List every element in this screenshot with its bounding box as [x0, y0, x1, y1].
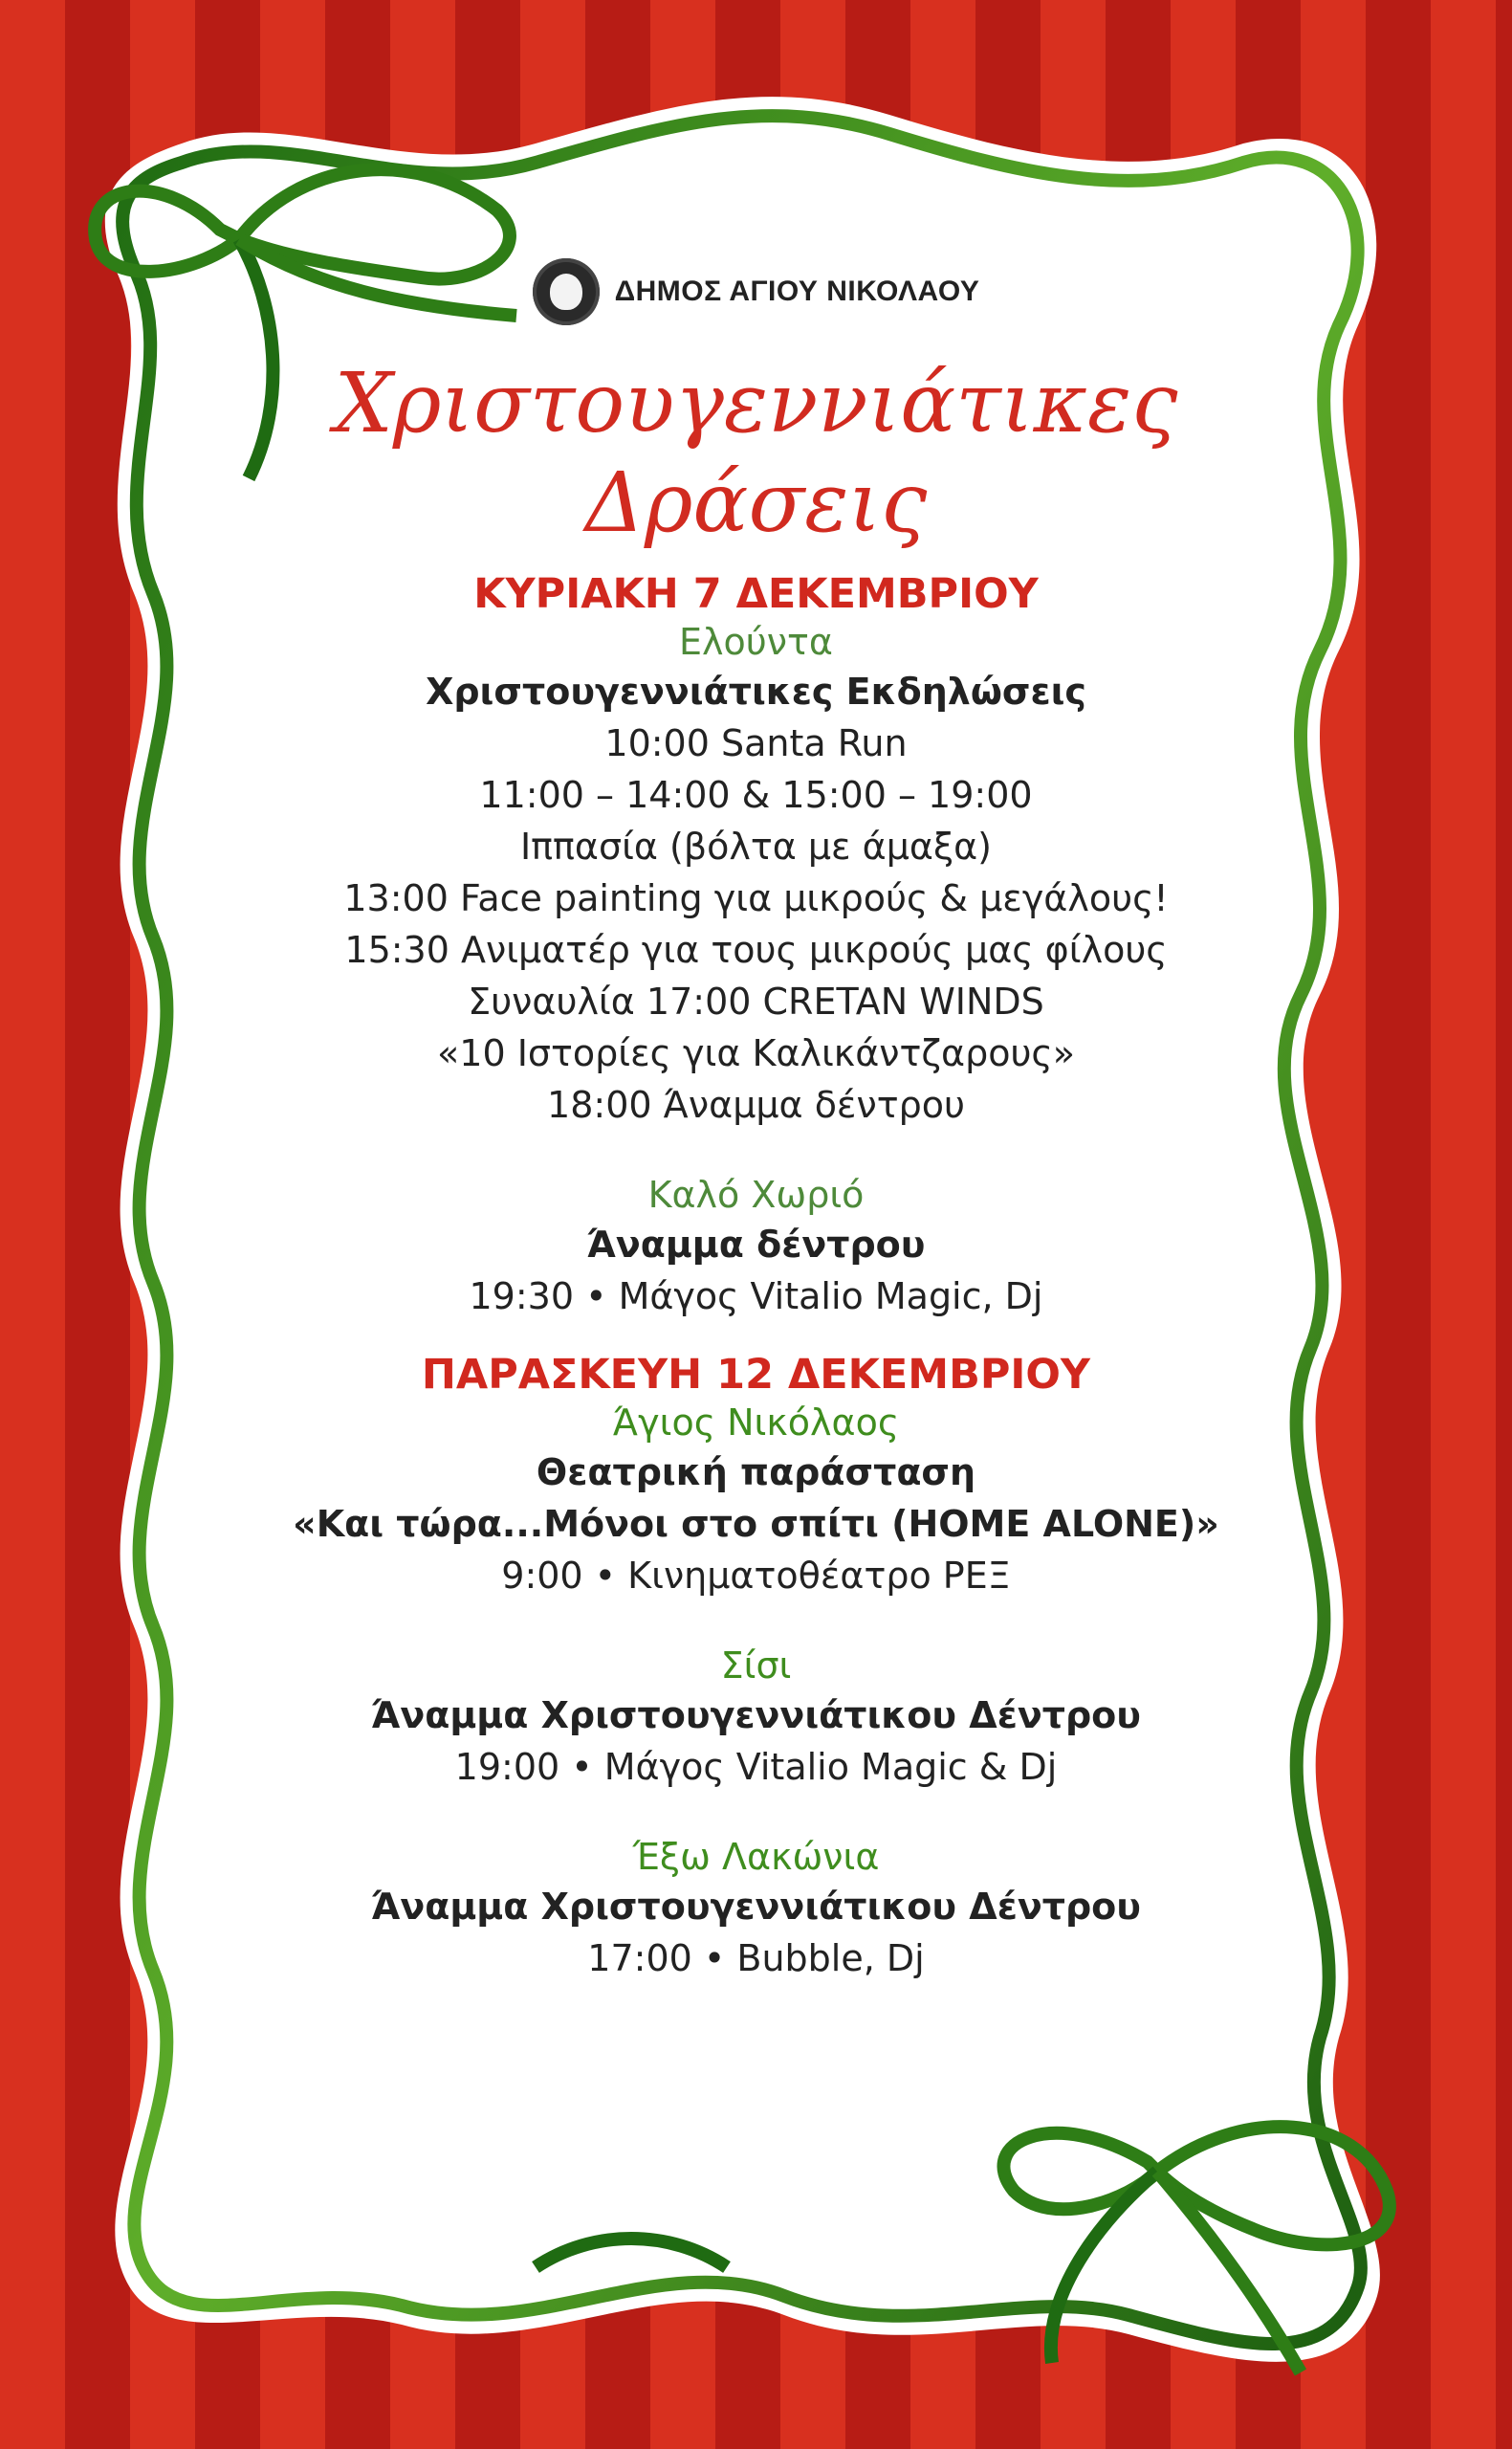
- event-line: 15:30 Ανιματέρ για τους μικρούς μας φίλους: [344, 929, 1168, 971]
- event-line: 19:30 • Μάγος Vitalio Magic, Dj: [469, 1275, 1043, 1317]
- event-line: 9:00 • Κινηματοθέατρο ΡΕΞ: [501, 1555, 1011, 1597]
- title-line-1: Χριστουγεννιάτικες: [334, 356, 1178, 452]
- place-kalo-xorio: Καλό Χωριό: [647, 1174, 865, 1216]
- place-exo-lakonia: Έξω Λακώνια: [632, 1836, 880, 1878]
- poster-title: [287, 354, 1225, 553]
- event-line: 13:00 Face painting για μικρούς & μεγάλους!: [343, 877, 1169, 919]
- event-line: 18:00 Άναμμα δέντρου: [547, 1084, 965, 1126]
- place-sisi: Σίσι: [720, 1644, 792, 1687]
- event-title: Άναμμα Χριστουγεννιάτικου Δέντρου: [371, 1694, 1141, 1736]
- title-line-2: Δράσεις: [584, 455, 928, 551]
- event-line: 10:00 Santa Run: [604, 722, 908, 764]
- municipality-header: [287, 249, 1225, 335]
- event-subtitle: «Και τώρα...Μόνοι στο σπίτι (HOME ALONE)»: [293, 1503, 1219, 1545]
- event-title: Άναμμα δέντρου: [586, 1224, 926, 1266]
- event-title: Χριστουγεννιάτικες Εκδηλώσεις: [426, 671, 1086, 713]
- event-title: Θεατρική παράσταση: [536, 1451, 976, 1493]
- place-elounda: Ελούντα: [679, 621, 833, 663]
- date-heading-sunday: ΚΥΡΙΑΚΗ 7 ΔΕΚΕΜΒΡΙΟΥ: [473, 570, 1039, 618]
- place-agios-nikolaos: Άγιος Νικόλαος: [612, 1401, 900, 1444]
- date-heading-friday: ΠΑΡΑΣΚΕΥΗ 12 ΔΕΚΕΜΒΡΙΟΥ: [421, 1351, 1091, 1399]
- municipality-name: ΔΗΜΟΣ ΑΓΙΟΥ ΝΙΚΟΛΑΟΥ: [614, 276, 980, 307]
- event-line: Συναυλία 17:00 CRETAN WINDS: [468, 981, 1044, 1023]
- event-line: 17:00 • Bubble, Dj: [587, 1937, 925, 1979]
- municipality-seal-icon: [533, 258, 600, 325]
- event-line: 11:00 – 14:00 & 15:00 – 19:00: [479, 774, 1033, 816]
- event-line: «10 Ιστορίες για Καλικάντζαρους»: [437, 1032, 1075, 1074]
- event-line: 19:00 • Μάγος Vitalio Magic & Dj: [454, 1746, 1058, 1788]
- event-line: Ιππασία (βόλτα με άμαξα): [519, 826, 993, 868]
- poster-content: [287, 249, 1225, 1984]
- event-title: Άναμμα Χριστουγεννιάτικου Δέντρου: [371, 1886, 1141, 1928]
